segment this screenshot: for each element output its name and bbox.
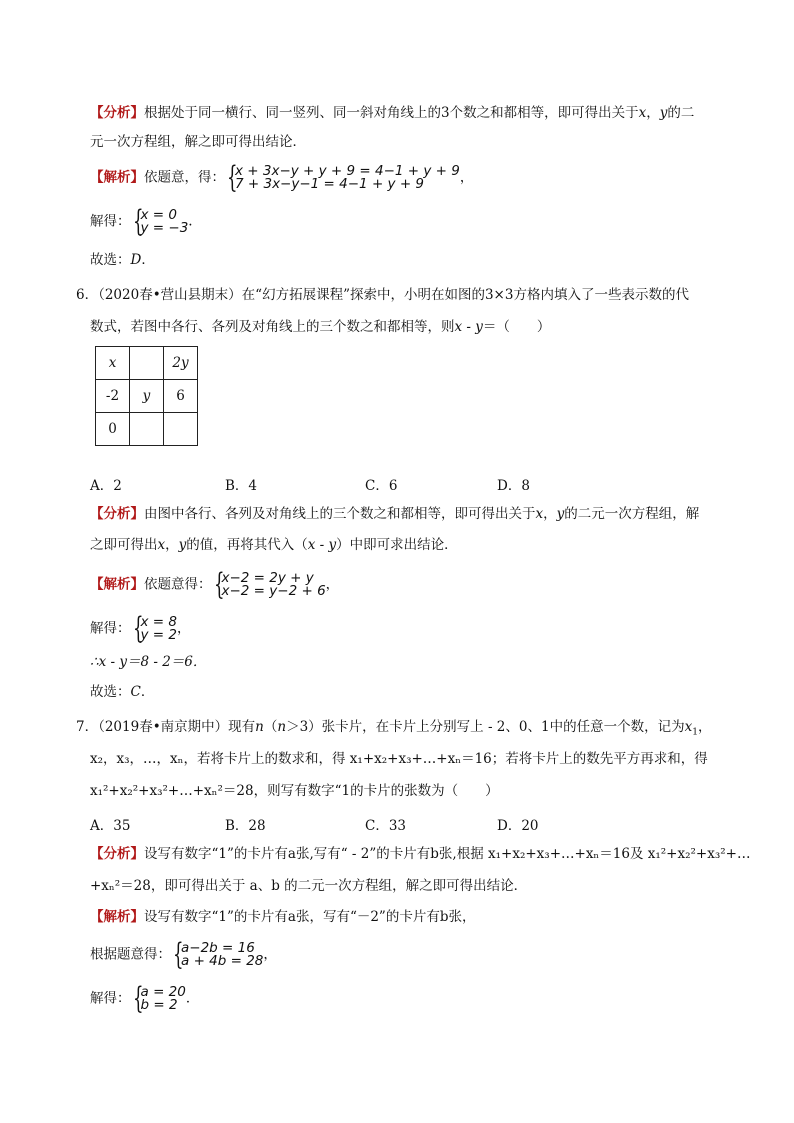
equation: y = −3 xyxy=(140,220,189,236)
q6-analysis-line2: 之即可得出x，y的值，再将其代入（x - y）中即可求出结论． xyxy=(90,537,458,553)
option-d: D．8 xyxy=(497,478,530,494)
solution-tag: 【解析】 xyxy=(90,169,144,186)
equation: b = 2 xyxy=(140,997,178,1013)
option-b: B．28 xyxy=(225,818,266,834)
grid-cell: x xyxy=(96,347,130,380)
q7-solution-line1: 【解析】设写有数字“1”的卡片有a张，写有“－2”的卡片有b张， xyxy=(90,909,476,925)
equation: y = 2 xyxy=(140,627,177,643)
equation: x−2 = y−2 + 6 xyxy=(221,583,326,599)
option-a: A．35 xyxy=(90,818,131,834)
grid-cell: 0 xyxy=(96,413,130,446)
equation: a = 20 xyxy=(140,984,186,1000)
q6-result: ∴x - y＝8 - 2＝6． xyxy=(90,654,207,670)
q6-answer: 故选：C． xyxy=(90,684,155,700)
equation: x + 3x−y + y + 9 = 4−1 + y + 9 xyxy=(235,163,460,179)
grid-cell: 6 xyxy=(164,380,198,413)
p5-answer: 故选：D． xyxy=(90,252,155,268)
equation: x = 8 xyxy=(140,614,177,630)
q6-solution-system: 【解析】依题意得： { x−2 = 2y + y x−2 = y−2 + 6 ， xyxy=(90,567,340,602)
grid-cell xyxy=(164,413,198,446)
equation: x−2 = 2y + y xyxy=(221,570,314,586)
grid-cell: -2 xyxy=(96,380,130,413)
q7-analysis-line1: 【分析】设写有数字“1”的卡片有a张,写有“ - 2”的卡片有b张,根据 x₁+x₂+x₃+…+xₙ＝16及 x₁²+x₂²+x₃²+… xyxy=(90,846,751,862)
grid-cell: 2y xyxy=(164,347,198,380)
q7-stem-line2: x₂，x₃，…，xₙ，若将卡片上的数求和，得 x₁+x₂+x₃+…+xₙ＝16；若将卡片上的数先平方再求和，得 xyxy=(90,751,708,767)
solution-tag: 【解析】 xyxy=(90,576,144,593)
q7-analysis-line2: +xₙ²＝28，即可得出关于 a、b 的二元一次方程组，解之即可得出结论． xyxy=(90,878,528,894)
q7-solution-result: 解得： { a = 20 b = 2 ． xyxy=(90,981,200,1016)
equation: a−2b = 16 xyxy=(181,940,255,956)
grid-cell xyxy=(130,347,164,380)
grid-cell: y xyxy=(130,380,164,413)
analysis-tag: 【分析】 xyxy=(90,846,144,862)
q6-stem-line2: 数式，若图中各行、各列及对角线上的三个数之和都相等，则x - y＝（ ） xyxy=(90,319,551,335)
question-number: 6． xyxy=(76,287,99,303)
analysis-tag: 【分析】 xyxy=(90,105,144,121)
option-b: B．4 xyxy=(225,478,258,494)
question-number: 7． xyxy=(76,719,99,735)
q6-solution-result: 解得： { x = 8 y = 2 ， xyxy=(90,611,191,646)
q7-solution-system: 根据题意得： { a−2b = 16 a + 4b = 28 ， xyxy=(90,937,277,972)
option-c: C．33 xyxy=(365,818,407,834)
q6-stem-line1: 6．（2020春•营山县期末）在“幻方拓展课程”探索中，小明在如图的3×3方格内填入了一些表示数的代 xyxy=(76,287,689,303)
p5-analysis-line1: 【分析】根据处于同一横行、同一竖列、同一斜对角线上的3个数之和都相等，即可得出关于x，y的二 xyxy=(90,105,695,121)
equation: a + 4b = 28 xyxy=(181,953,264,969)
q7-stem-line1: 7．（2019春•南京期中）现有n（n＞3）张卡片，在卡片上分别写上 - 2、0、1中的任意一个数，记为$x_1$， xyxy=(76,719,712,738)
p5-solution-system: 【解析】依题意，得： { x + 3x−y + y + 9 = 4−1 + y + 9 7 + 3x−y−1 = 4−1 + y + 9 ， xyxy=(90,160,474,195)
solution-tag: 【解析】 xyxy=(90,909,144,925)
option-d: D．20 xyxy=(497,818,539,834)
q7-stem-line3: x₁²+x₂²+x₃²+…+xₙ²＝28，则写有数字“1的卡片的张数为（ ） xyxy=(90,783,499,799)
equation: 7 + 3x−y−1 = 4−1 + y + 9 xyxy=(235,176,425,192)
q6-analysis-line1: 【分析】由图中各行、各列及对角线上的三个数之和都相等，即可得出关于x，y的二元一次方程组，解 xyxy=(90,506,700,522)
option-c: C．6 xyxy=(365,478,398,494)
analysis-tag: 【分析】 xyxy=(90,506,144,522)
option-a: A．2 xyxy=(90,478,122,494)
p5-analysis-line2: 元一次方程组，解之即可得出结论． xyxy=(90,134,306,150)
equation: x = 0 xyxy=(140,207,177,223)
grid-cell xyxy=(130,413,164,446)
magic-square-grid xyxy=(95,346,198,446)
p5-solution-result: 解得： { x = 0 y = −3 . xyxy=(90,204,193,239)
